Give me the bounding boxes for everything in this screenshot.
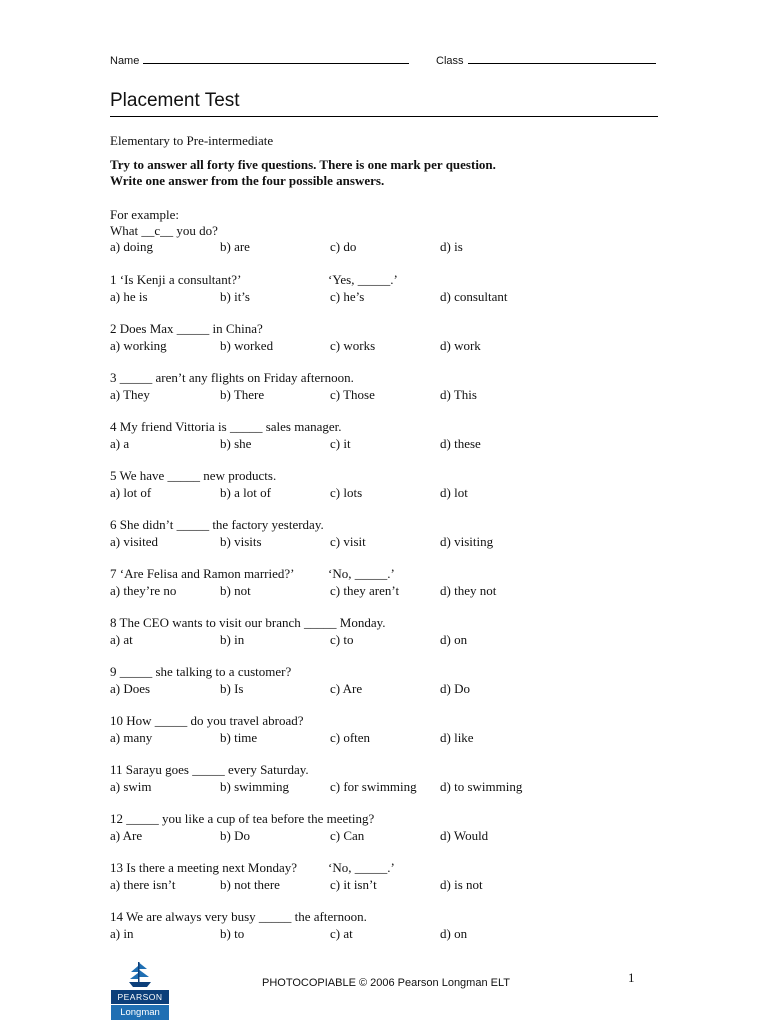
question-stem [110,761,670,778]
option-a[interactable]: a) working [110,338,167,353]
question-item [110,712,670,746]
option-d[interactable]: d) on [440,632,468,647]
option-d[interactable]: d) they not [440,583,497,598]
option-a[interactable]: a) They [110,387,150,402]
option-b: b) are [220,239,250,254]
option-d[interactable]: d) to swimming [440,779,523,794]
question-item [110,614,670,648]
option-d[interactable]: d) lot [440,485,468,500]
question-stem [110,271,670,288]
question-text: 5 We have _____ new products. [110,468,277,483]
example-block [110,207,463,256]
option-a: a) doing [110,239,153,254]
question-text: 14 We are always very busy _____ the afternoon. [110,909,367,924]
option-b[interactable]: b) in [220,632,245,647]
class-field[interactable] [436,53,656,67]
option-a[interactable]: a) a [110,436,130,451]
answer-options [110,533,670,550]
subtitle: Elementary to Pre-intermediate [110,133,274,148]
logo-brand-top: PEARSON [111,990,169,1004]
question-item [110,418,670,452]
option-c[interactable]: c) at [330,926,353,941]
option-a[interactable]: a) there isn’t [110,877,176,892]
question-item [110,369,670,403]
question-item [110,565,670,599]
instruction-line: Try to answer all forty five questions. There is one mark per question. [110,157,496,172]
option-a[interactable]: a) at [110,632,133,647]
option-c[interactable]: c) for swimming [330,779,417,794]
answer-options [110,386,670,403]
answer-options [110,631,670,648]
option-d[interactable]: d) Would [440,828,489,843]
option-c[interactable]: c) Those [330,387,375,402]
option-b[interactable]: b) it’s [220,289,250,304]
question-stem [110,810,670,827]
question-text: 8 The CEO wants to visit our branch _____ Monday. [110,615,386,630]
question-stem [110,320,670,337]
option-b[interactable]: b) There [220,387,265,402]
option-c[interactable]: c) it [330,436,351,451]
option-a[interactable]: a) visited [110,534,159,549]
class-label: Class [436,55,464,67]
answer-options [110,582,670,599]
option-a[interactable]: a) swim [110,779,152,794]
answer-options [110,778,670,795]
question-item [110,859,670,893]
option-c[interactable]: c) Are [330,681,363,696]
option-c[interactable]: c) lots [330,485,363,500]
question-item [110,467,670,501]
option-d[interactable]: d) This [440,387,477,402]
option-b[interactable]: b) she [220,436,252,451]
option-c[interactable]: c) they aren’t [330,583,400,598]
answer-options [110,876,670,893]
question-item [110,908,670,942]
option-c[interactable]: c) Can [330,828,365,843]
option-d[interactable]: d) on [440,926,468,941]
option-b[interactable]: b) a lot of [220,485,271,500]
option-c[interactable]: c) often [330,730,371,745]
question-stem [110,712,670,729]
option-a[interactable]: a) they’re no [110,583,177,598]
question-reply: ‘No, _____.’ [328,860,395,875]
option-a[interactable]: a) Are [110,828,143,843]
option-b[interactable]: b) Do [220,828,250,843]
option-a[interactable]: a) in [110,926,134,941]
option-d[interactable]: d) these [440,436,481,451]
question-stem [110,467,670,484]
question-item [110,516,670,550]
page-title: Placement Test [110,90,658,117]
option-b[interactable]: b) time [220,730,258,745]
answer-options [110,827,670,844]
instructions [110,157,496,189]
question-stem [110,859,670,876]
question-text: 7 ‘Are Felisa and Ramon married?’ [110,566,295,581]
option-c[interactable]: c) works [330,338,376,353]
question-text: 12 _____ you like a cup of tea before the meeting? [110,811,375,826]
answer-options [110,288,670,305]
example-options [110,239,463,256]
class-blank-line[interactable] [468,53,656,64]
question-text: 1 ‘Is Kenji a consultant?’ [110,272,242,287]
name-field[interactable] [110,53,409,67]
option-a[interactable]: a) Does [110,681,151,696]
question-text: 6 She didn’t _____ the factory yesterday. [110,517,324,532]
answer-options [110,925,670,942]
option-d[interactable]: d) work [440,338,481,353]
question-stem [110,565,670,582]
question-item [110,761,670,795]
question-stem [110,908,670,925]
ship-icon [111,958,169,988]
option-c[interactable]: c) to [330,632,354,647]
option-b[interactable]: b) visits [220,534,262,549]
question-stem [110,418,670,435]
answer-options [110,729,670,746]
question-text: 4 My friend Vittoria is _____ sales manager. [110,419,342,434]
question-text: 13 Is there a meeting next Monday? [110,860,297,875]
instruction-line: Write one answer from the four possible answers. [110,173,385,188]
question-stem [110,516,670,533]
name-label: Name [110,55,140,67]
option-a[interactable]: a) he is [110,289,148,304]
option-b[interactable]: b) worked [220,338,274,353]
option-b[interactable]: b) swimming [220,779,289,794]
answer-options [110,337,670,354]
example-intro: For example: [110,207,179,222]
question-text: 3 _____ aren’t any flights on Friday afternoon. [110,370,354,385]
answer-options [110,484,670,501]
question-reply: ‘No, _____.’ [328,566,395,581]
page-number: 1 [628,970,635,985]
example-stem: What __c__ you do? [110,223,218,238]
question-item [110,320,670,354]
option-b[interactable]: b) Is [220,681,244,696]
copyright-footer: PHOTOCOPIABLE © 2006 Pearson Longman ELT [262,977,510,989]
question-reply: ‘Yes, _____.’ [328,272,398,287]
option-b[interactable]: b) not [220,583,251,598]
option-a[interactable]: a) many [110,730,153,745]
option-c[interactable]: c) he’s [330,289,365,304]
answer-options [110,435,670,452]
pearson-longman-logo [111,958,169,1020]
option-a[interactable]: a) lot of [110,485,152,500]
option-d[interactable]: d) is not [440,877,483,892]
question-stem [110,663,670,680]
name-blank-line[interactable] [143,53,409,64]
option-d[interactable]: d) visiting [440,534,494,549]
option-b[interactable]: b) not there [220,877,280,892]
answer-options [110,680,670,697]
option-c[interactable]: c) visit [330,534,366,549]
logo-brand-bottom: Longman [111,1004,169,1020]
option-c: c) do [330,239,357,254]
option-b[interactable]: b) to [220,926,245,941]
question-item [110,271,670,305]
question-stem [110,614,670,631]
question-item [110,810,670,844]
question-text: 10 How _____ do you travel abroad? [110,713,304,728]
option-d[interactable]: d) consultant [440,289,508,304]
option-d: d) is [440,239,463,254]
option-d[interactable]: d) like [440,730,474,745]
question-stem [110,369,670,386]
question-text: 9 _____ she talking to a customer? [110,664,292,679]
question-text: 2 Does Max _____ in China? [110,321,263,336]
question-text: 11 Sarayu goes _____ every Saturday. [110,762,309,777]
option-c[interactable]: c) it isn’t [330,877,377,892]
option-d[interactable]: d) Do [440,681,470,696]
question-item [110,663,670,697]
